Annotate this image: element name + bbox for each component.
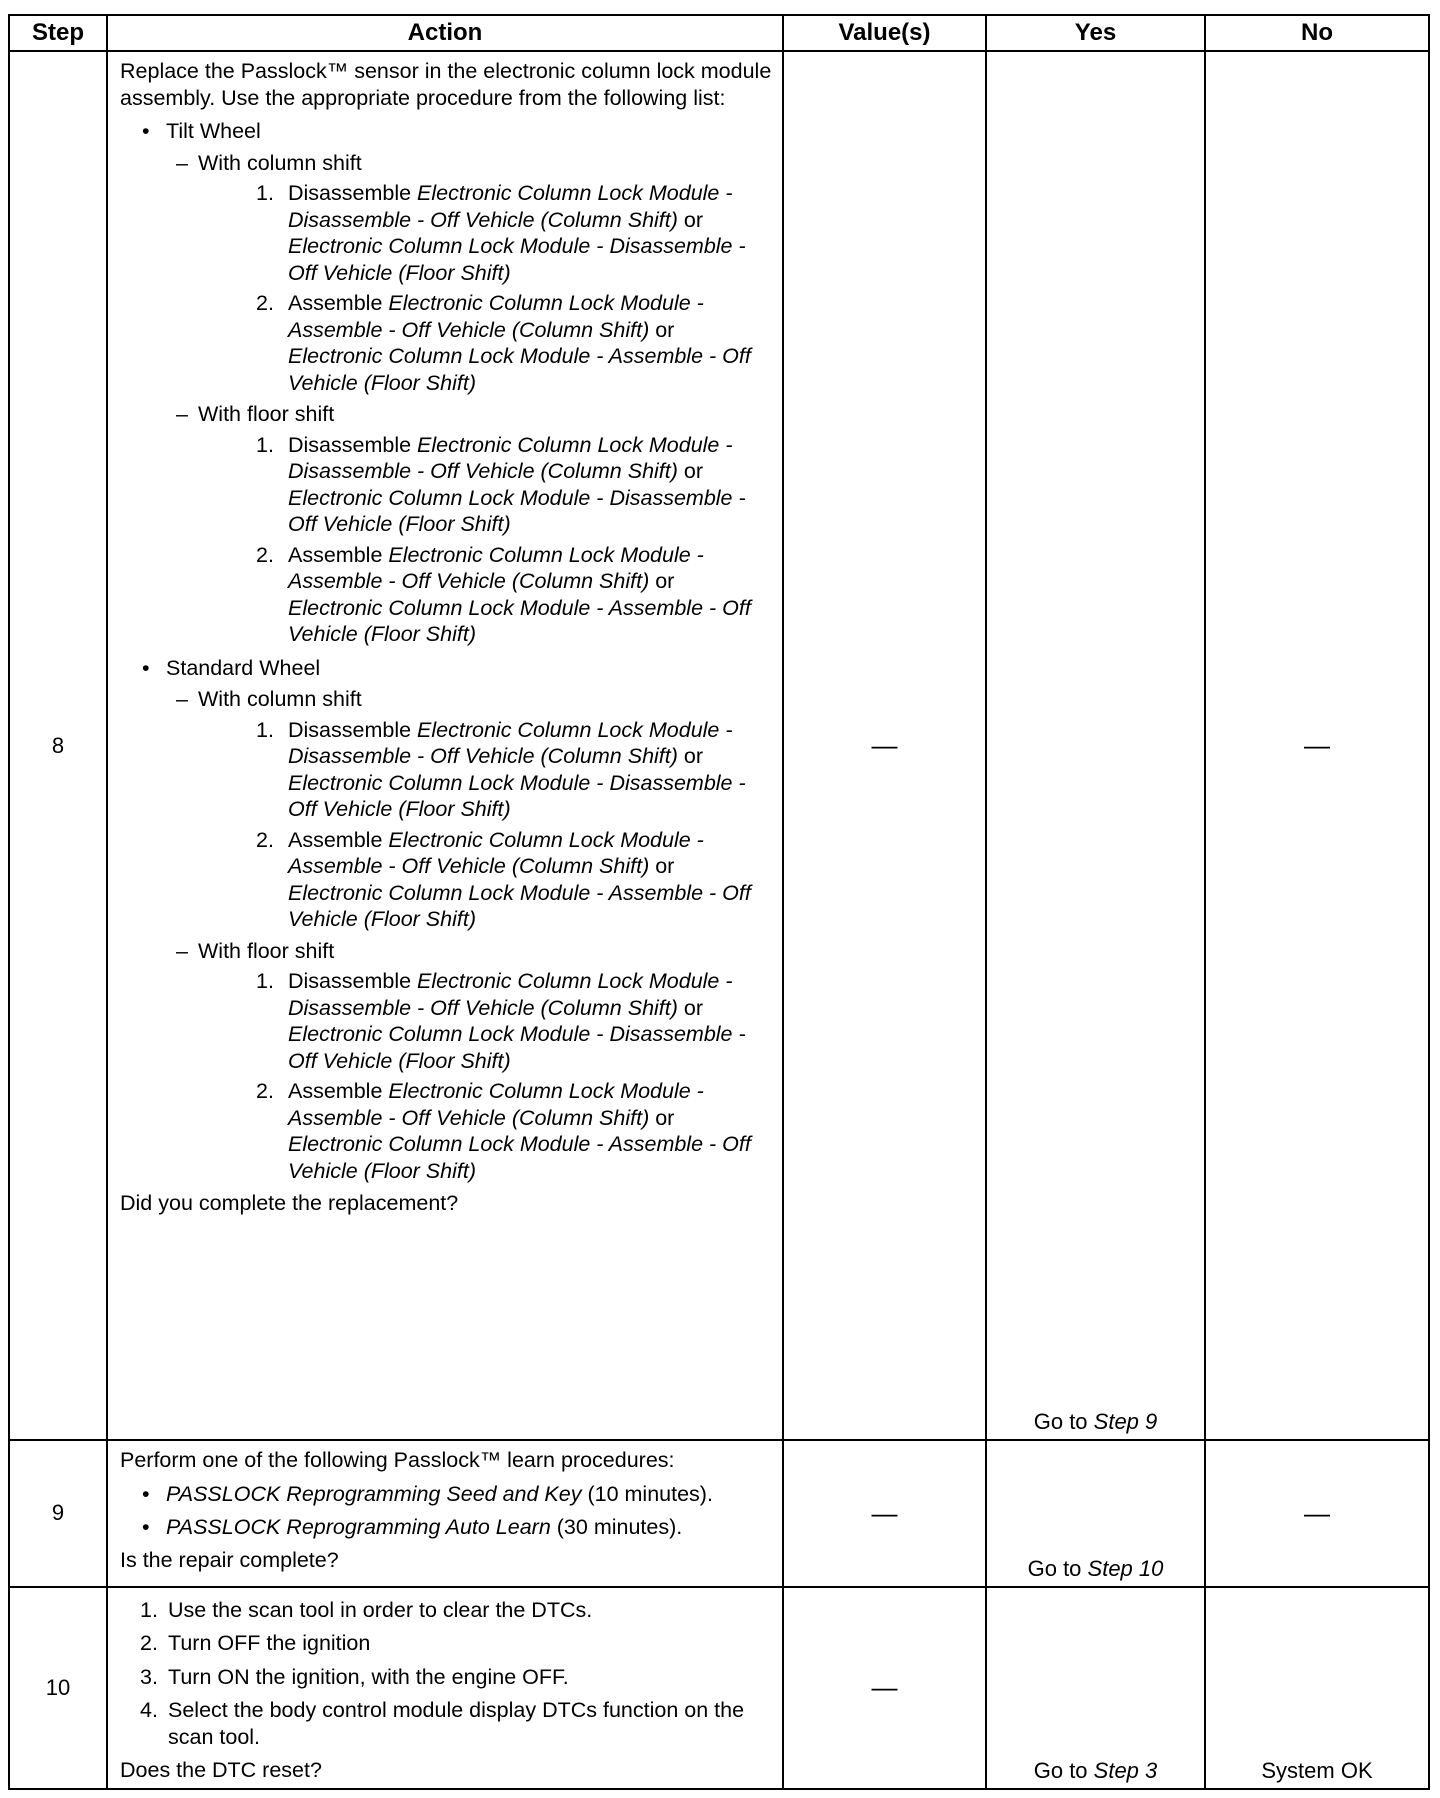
procedure-link[interactable]: PASSLOCK Reprogramming Auto Learn [166,1515,551,1540]
list-item: 1. Use the scan tool in order to clear the DTCs. [140,1597,593,1622]
procedure-link[interactable]: Electronic Column Lock Module - Disassemble - Off Vehicle (Column Shift) [288,969,733,1020]
procedure-link[interactable]: Electronic Column Lock Module - Disassemble - Off Vehicle (Floor Shift) [288,770,746,821]
no-cell: — [1205,1440,1429,1586]
header-yes: Yes [986,15,1205,51]
step-link[interactable]: Step 3 [1093,1758,1158,1783]
yes-cell: Go to Step 9 [986,51,1205,1440]
action-question: Did you complete the replacement? [120,1191,459,1215]
list-item: 2. Assemble Electronic Column Lock Module - Assemble - Off Vehicle (Column Shift) or Electronic Column Lock Module - Assemble - Off Vehicle (Floor Shift) [256,1079,751,1183]
procedure-link[interactable]: Electronic Column Lock Module - Assemble - Off Vehicle (Floor Shift) [288,595,751,646]
action-question: Does the DTC reset? [120,1758,322,1783]
action-cell [107,1440,783,1586]
list-item: • Tilt Wheel [120,118,772,145]
list-item: 1. Disassemble Electronic Column Lock Module - Disassemble - Off Vehicle (Column Shift) or Electronic Column Lock Module - Disassemble - Off Vehicle (Floor Shift) [256,969,746,1073]
header-row [9,15,1429,51]
no-cell: System OK [1205,1587,1429,1789]
action-question: Is the repair complete? [120,1547,339,1572]
action-intro: Perform one of the following Passlock™ learn procedures: [120,1448,675,1473]
procedure-link[interactable]: PASSLOCK Reprogramming Seed and Key [166,1481,582,1506]
yes-cell: Go to Step 3 [986,1587,1205,1789]
procedure-link[interactable]: Electronic Column Lock Module - Assemble - Off Vehicle (Column Shift) [288,827,704,878]
header-values: Value(s) [783,15,986,51]
list-item: • Standard Wheel [120,655,772,682]
table-row-step-10 [9,1587,1429,1789]
table-row-step-9 [9,1440,1429,1586]
list-item: 2. Assemble Electronic Column Lock Module - Assemble - Off Vehicle (Column Shift) or Electronic Column Lock Module - Assemble - Off Vehicle (Floor Shift) [256,827,751,931]
step-link[interactable]: Step 9 [1093,1409,1158,1435]
yes-cell: Go to Step 10 [986,1440,1205,1586]
action-cell [107,51,783,1440]
table-row-step-8 [9,51,1429,1440]
procedure-link[interactable]: Electronic Column Lock Module - Disassemble - Off Vehicle (Column Shift) [288,717,733,768]
procedure-link[interactable]: Electronic Column Lock Module - Disassemble - Off Vehicle (Floor Shift) [288,1022,746,1073]
step-link[interactable]: Step 10 [1087,1555,1164,1581]
step-number: 10 [9,1587,107,1789]
list-item: 3. Turn ON the ignition, with the engine OFF. [140,1664,569,1689]
list-item: – With column shift [120,150,772,177]
procedure-link[interactable]: Electronic Column Lock Module - Assemble - Off Vehicle (Column Shift) [288,542,704,593]
no-cell: — [1205,51,1429,1440]
list-item: – With floor shift [120,401,772,428]
value-cell: — [783,1587,986,1789]
header-step: Step [9,15,107,51]
step-number: 9 [9,1440,107,1586]
value-cell: — [783,51,986,1440]
list-item: – With column shift [120,686,772,713]
diagnostic-table [8,14,1430,1790]
procedure-link[interactable]: Electronic Column Lock Module - Assemble - Off Vehicle (Floor Shift) [288,344,751,395]
list-item: 1. Disassemble Electronic Column Lock Module - Disassemble - Off Vehicle (Column Shift) or Electronic Column Lock Module - Disassemble - Off Vehicle (Floor Shift) [256,432,746,536]
step-number: 8 [9,51,107,1440]
procedure-link[interactable]: Electronic Column Lock Module - Assemble - Off Vehicle (Floor Shift) [288,1132,751,1183]
procedure-link[interactable]: Electronic Column Lock Module - Assemble - Off Vehicle (Floor Shift) [288,880,751,931]
procedure-link[interactable]: Electronic Column Lock Module - Assemble - Off Vehicle (Column Shift) [288,1079,704,1130]
list-item: – With floor shift [120,938,772,965]
list-item: • PASSLOCK Reprogramming Seed and Key (10 minutes). [120,1481,772,1508]
list-item: 1. Disassemble Electronic Column Lock Module - Disassemble - Off Vehicle (Column Shift) or Electronic Column Lock Module - Disassemble - Off Vehicle (Floor Shift) [256,717,746,821]
procedure-link[interactable]: Electronic Column Lock Module - Assemble - Off Vehicle (Column Shift) [288,291,704,342]
header-no: No [1205,15,1429,51]
action-intro: Replace the Passlock™ sensor in the electronic column lock module assembly. Use the appropriate procedure from the following list: [120,59,772,110]
procedure-link[interactable]: Electronic Column Lock Module - Disassemble - Off Vehicle (Floor Shift) [288,234,746,285]
procedure-link[interactable]: Electronic Column Lock Module - Disassemble - Off Vehicle (Column Shift) [288,181,733,232]
procedure-link[interactable]: Electronic Column Lock Module - Disassemble - Off Vehicle (Floor Shift) [288,485,746,536]
value-cell: — [783,1440,986,1586]
list-item: • PASSLOCK Reprogramming Auto Learn (30 minutes). [120,1514,772,1541]
list-item: 2. Assemble Electronic Column Lock Module - Assemble - Off Vehicle (Column Shift) or Electronic Column Lock Module - Assemble - Off Vehicle (Floor Shift) [256,291,751,395]
list-item: 2. Assemble Electronic Column Lock Module - Assemble - Off Vehicle (Column Shift) or Electronic Column Lock Module - Assemble - Off Vehicle (Floor Shift) [256,542,751,646]
action-cell [107,1587,783,1789]
list-item: 1. Disassemble Electronic Column Lock Module - Disassemble - Off Vehicle (Column Shift) or Electronic Column Lock Module - Disassemble - Off Vehicle (Floor Shift) [256,181,746,285]
list-item: 4. Select the body control module display DTCs function on the scan tool. [140,1698,745,1749]
procedure-link[interactable]: Electronic Column Lock Module - Disassemble - Off Vehicle (Column Shift) [288,432,733,483]
header-action: Action [107,15,783,51]
list-item: 2. Turn OFF the ignition [140,1631,371,1656]
